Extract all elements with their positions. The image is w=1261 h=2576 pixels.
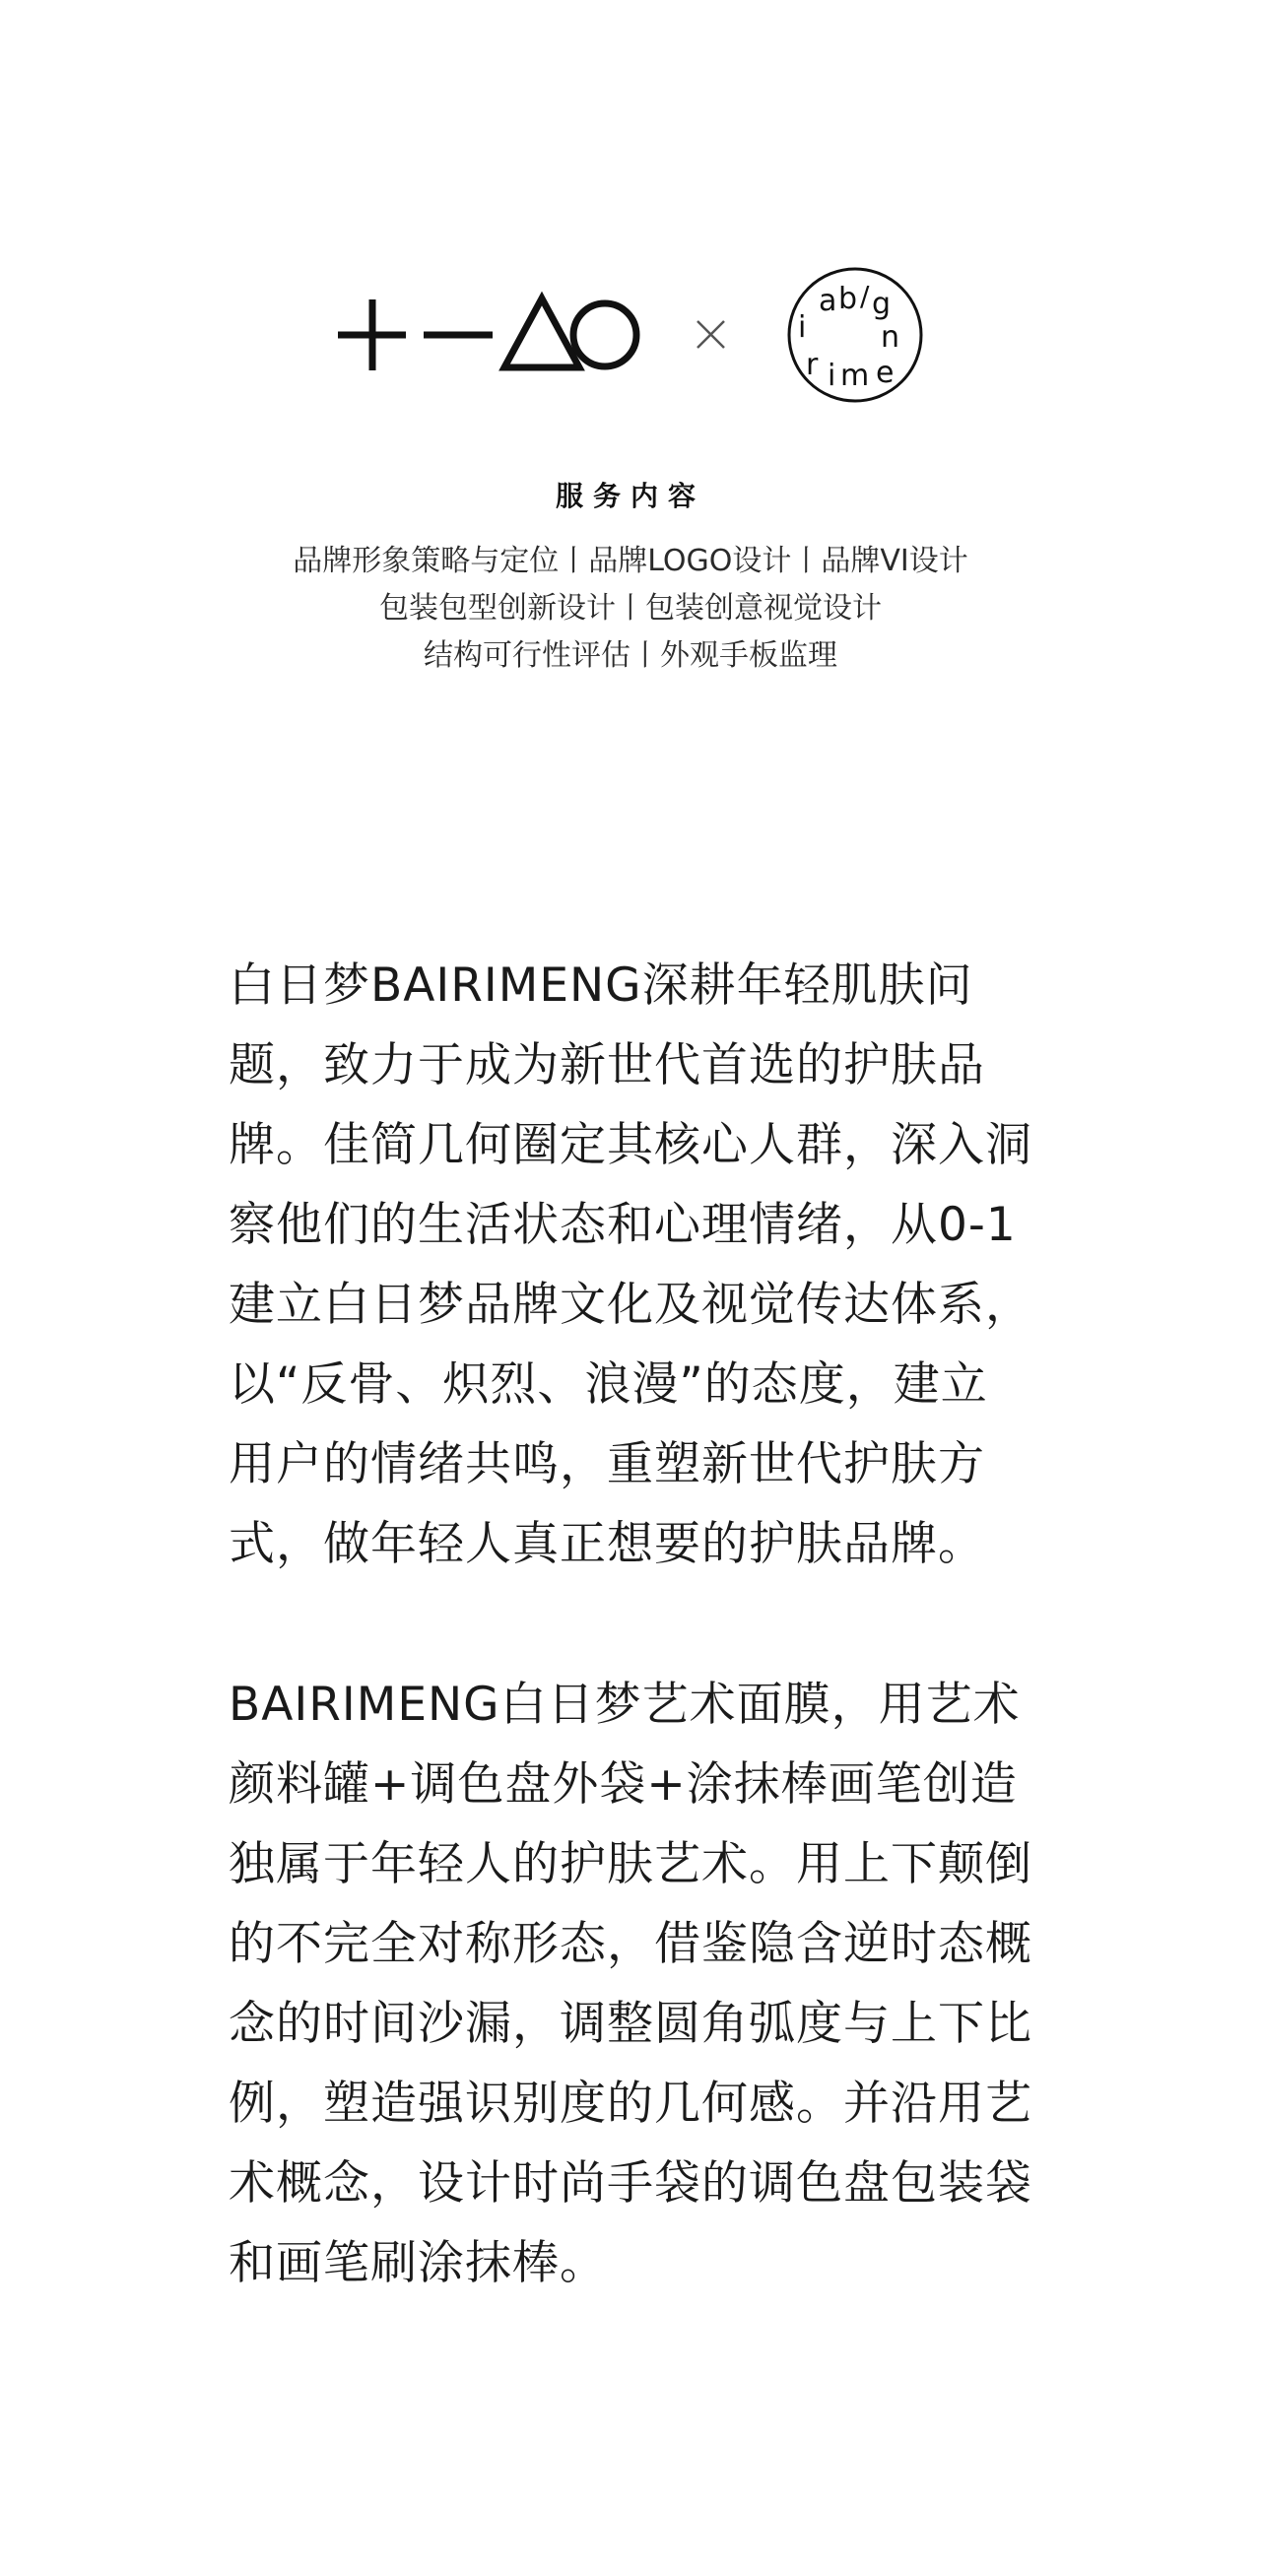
svg-text:n: n [881, 320, 900, 355]
times-separator-icon [697, 321, 724, 348]
service-line: 包装包型创新设计丨包装创意视觉设计 [379, 591, 882, 626]
product-description-paragraph [229, 1665, 1046, 2303]
svg-text:i: i [828, 359, 836, 393]
paragraph-line: 念的时间沙漏，调整圆角弧度与上下比 [229, 1997, 1032, 2051]
paragraph-line: 用户的情绪共鸣，重塑新世代护肤方 [229, 1437, 985, 1491]
paragraph-line: 察他们的生活状态和心理情绪，从0-1 [229, 1198, 1017, 1252]
svg-text:b: b [838, 282, 858, 316]
brand-logos-artwork [0, 266, 1261, 424]
paragraph-line: 和画笔刷涂抹棒。 [229, 2236, 607, 2290]
paragraph-line: 的不完全对称形态，借鉴隐含逆时态概 [229, 1917, 1032, 1971]
paragraph-line: 例，塑造强识别度的几何感。并沿用艺 [229, 2077, 1032, 2131]
svg-text:i: i [798, 310, 807, 345]
triangle-mark [504, 298, 579, 367]
svg-text:r: r [806, 348, 819, 382]
paragraph-line: BAIRIMENG白日梦艺术面膜，用艺术 [229, 1678, 1021, 1732]
service-line: 品牌形象策略与定位丨品牌LOGO设计丨品牌VI设计 [293, 544, 968, 578]
services-list [0, 538, 1261, 680]
paragraph-line: 独属于年轻人的护肤艺术。用上下颠倒 [229, 1837, 1032, 1891]
services-title: 服务内容 [555, 480, 705, 512]
svg-text:m: m [840, 359, 870, 393]
paragraph-line: 以“反骨、炽烈、浪漫”的态度，建立 [229, 1357, 988, 1412]
svg-text:g: g [872, 287, 892, 321]
paragraph-line: 题，致力于成为新世代首选的护肤品 [229, 1038, 985, 1092]
brand-intro-paragraph [229, 946, 1046, 1584]
service-line: 结构可行性评估丨外观手板监理 [424, 638, 837, 673]
brand-logos [0, 266, 1261, 424]
svg-text:/: / [860, 280, 870, 312]
circle-mark [573, 303, 636, 366]
paragraph-line: 建立白日梦品牌文化及视觉传达体系， [229, 1278, 1032, 1332]
paragraph-line: 颜料罐+调色盘外袋+涂抹棒画笔创造 [229, 1757, 1018, 1812]
bairimeng-circle-logo [789, 269, 921, 401]
paragraph-line: 术概念，设计时尚手袋的调色盘包装袋 [229, 2156, 1032, 2211]
paragraph-line: 牌。佳简几何圈定其核心人群，深入洞 [229, 1118, 1032, 1172]
paragraph-line: 式，做年轻人真正想要的护肤品牌。 [229, 1517, 985, 1571]
svg-text:a: a [819, 284, 837, 318]
jiajian-geometry-logo [338, 298, 636, 370]
svg-text:e: e [876, 356, 895, 390]
paragraph-line: 白日梦BAIRIMENG深耕年轻肌肤问 [229, 958, 973, 1013]
